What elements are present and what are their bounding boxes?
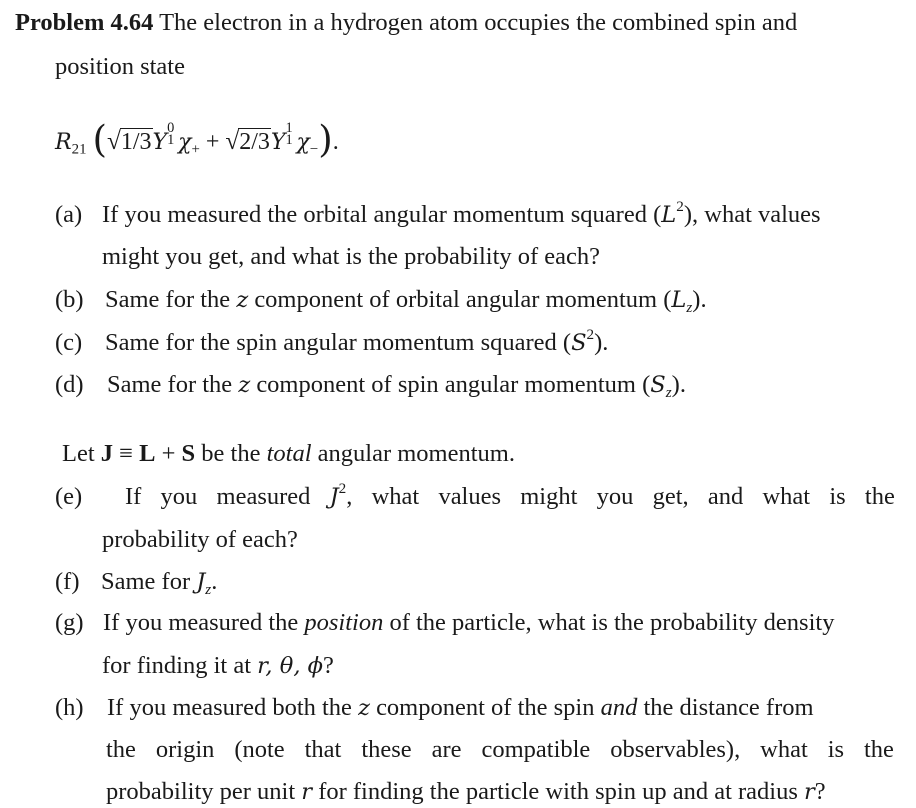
- h-words-word: the: [106, 736, 136, 763]
- e-words-word: $J^2$,: [329, 480, 353, 510]
- intro-line-2: position state: [55, 53, 185, 80]
- part-c-label: (c): [55, 329, 83, 356]
- part-d-z: z: [238, 372, 251, 398]
- harmonic-indices-1: 0 1: [167, 119, 175, 149]
- problem-label: Problem 4.64: [15, 9, 154, 36]
- part-f: (f) Same for $J_z$.: [55, 568, 218, 598]
- part-a-line-2: might you get, and what is the probability of each?: [102, 243, 601, 270]
- h-words-word: observables),: [610, 736, 741, 763]
- e-words-word: is: [829, 483, 846, 510]
- sqrt-sign-1: √: [107, 127, 121, 155]
- e-words-word: If: [125, 483, 142, 510]
- part-d: (d) Same for the z component of spin angular momentum $(S_z)$.: [55, 371, 686, 401]
- part-g-line-1: (g) If you measured the position of the particle, what is the probability density: [55, 609, 835, 636]
- part-c-operator: $(S^2)$: [562, 326, 603, 356]
- e-words-word: the: [864, 483, 895, 510]
- h-words-word: what: [760, 736, 808, 763]
- sqrt-sign-2: √: [225, 127, 240, 155]
- part-c: (c) Same for the spin angular momentum squared $(S^2)$.: [55, 326, 609, 356]
- part-e-line-2: probability of each?: [102, 526, 298, 553]
- left-paren: (: [92, 116, 108, 161]
- e-words-word: measured: [216, 483, 311, 510]
- total-emphasis: total: [266, 440, 312, 467]
- h-words-word: origin: [155, 736, 215, 763]
- e-words-word: what: [762, 483, 811, 510]
- part-e-label: (e): [55, 483, 83, 510]
- state-equation: [55, 116, 339, 161]
- part-a-text: If you measured the orbital angular momentum squared: [102, 201, 647, 228]
- and-emphasis: and: [600, 694, 638, 721]
- part-a-line-1: [55, 200, 821, 229]
- part-e-line-1: [55, 482, 895, 511]
- part-a-label: (a): [55, 201, 83, 228]
- equation-period: .: [332, 128, 339, 155]
- part-d-label: (d): [55, 371, 84, 398]
- spherical-coords: r, θ, ϕ: [257, 653, 324, 679]
- h-words-word: the: [863, 736, 894, 763]
- part-e-words: [125, 482, 895, 511]
- part-h-line-1: (h) If you measured both the z component of the spin and the distance from: [55, 694, 814, 721]
- radial-function: R: [55, 129, 72, 155]
- e-words-word: get,: [652, 483, 689, 510]
- let-j-definition: Let J ≡ L + S be the total angular momentum.: [62, 440, 515, 467]
- part-b-operator: $(L_z)$: [663, 286, 701, 316]
- e-words-word: you: [596, 483, 634, 510]
- sqrt-coef-2: 2/3: [239, 128, 270, 155]
- part-b-label: (b): [55, 286, 84, 313]
- harmonic-indices-2: 1 1: [285, 119, 293, 149]
- part-b: (b) Same for the z component of orbital angular momentum $(L_z)$.: [55, 286, 707, 316]
- h-words-word: are: [431, 736, 462, 763]
- part-g-label: (g): [55, 609, 84, 636]
- harmonic-y-1: Y: [152, 129, 168, 155]
- right-paren: ): [318, 116, 333, 161]
- h-words-word: these: [361, 736, 412, 763]
- part-h-label: (h): [55, 694, 84, 721]
- part-h-words: [106, 735, 894, 764]
- spinor-chi-1: χ: [178, 129, 192, 155]
- part-h-line-3: probability per unit r for finding the particle with spin up and at radius r?: [106, 778, 826, 805]
- e-words-word: and: [707, 483, 744, 510]
- h-words-word: that: [304, 736, 342, 763]
- spinor-plus: +: [191, 141, 200, 158]
- part-h-line-2: [106, 735, 894, 764]
- intro-line-1: The electron in a hydrogen atom occupies the combined spin and: [159, 9, 798, 36]
- e-words-word: what: [371, 483, 420, 510]
- sqrt-coef-1: 1/3: [120, 128, 152, 155]
- plus-sign: +: [205, 128, 220, 155]
- problem-heading: [15, 8, 797, 37]
- part-a-text-end: , what values: [692, 201, 821, 228]
- part-d-operator: $(S_z)$: [642, 371, 680, 401]
- h-words-word: compatible: [481, 736, 591, 763]
- harmonic-y-2: Y: [270, 129, 286, 155]
- part-g-line-2: for finding it at r, θ, ϕ?: [102, 652, 334, 679]
- spinor-chi-2: χ: [296, 129, 310, 155]
- h-words-word: is: [827, 736, 845, 763]
- e-words-word: you: [160, 483, 198, 510]
- position-emphasis: position: [304, 609, 384, 636]
- part-b-z: z: [236, 287, 249, 313]
- part-f-label: (f): [55, 568, 80, 595]
- spinor-minus: −: [309, 141, 319, 158]
- h-words-word: (note: [234, 736, 285, 763]
- part-a-operator: $(L^2)$: [653, 198, 692, 228]
- e-words-word: might: [520, 483, 578, 510]
- e-words-word: values: [438, 483, 502, 510]
- radial-subscript: 21: [71, 141, 87, 158]
